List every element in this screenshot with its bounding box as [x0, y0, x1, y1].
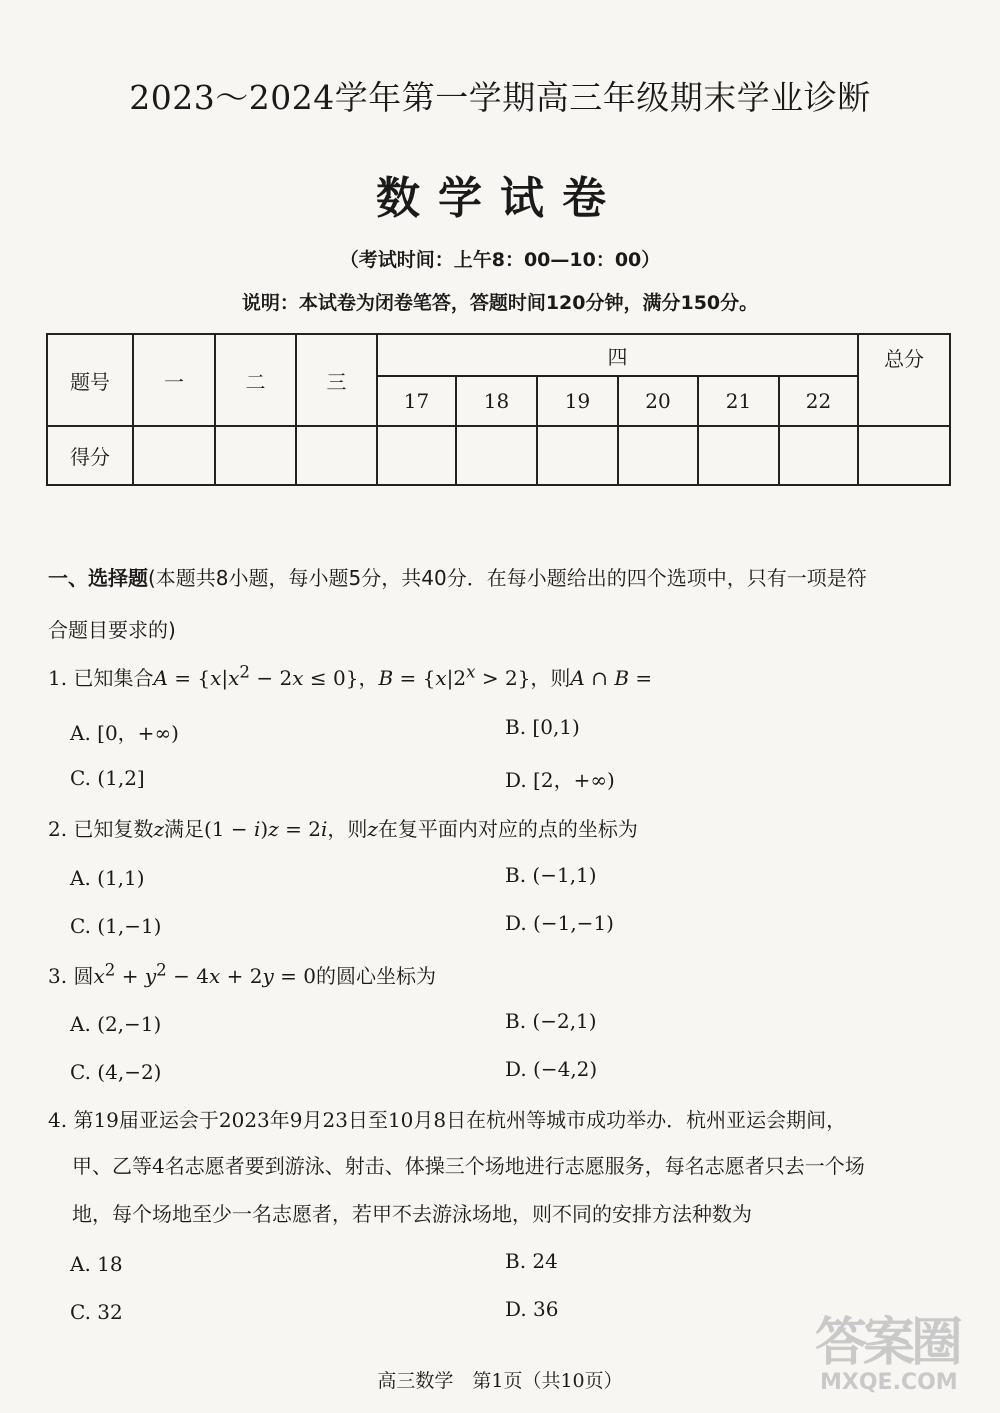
q2-option-a[interactable]: A. (1,1)	[70, 866, 145, 890]
question-1: 1. 已知集合$A = \{x|x^2 - 2x \le 0\}$，$B = \{x|2^x > 2\}$，则A ∩ B =	[48, 662, 653, 690]
q2-option-d[interactable]: D. (−1,−1)	[505, 911, 614, 935]
q4-option-b[interactable]: B. 24	[505, 1249, 558, 1273]
score-cell[interactable]	[618, 426, 698, 485]
q4-option-d[interactable]: D. 36	[505, 1297, 559, 1321]
question-4-line-2: 甲、乙等4名志愿者要到游泳、射击、体操三个场地进行志愿服务，每名志愿者只去一个场	[72, 1154, 865, 1178]
score-cell[interactable]	[296, 426, 377, 485]
watermark-logo	[815, 1300, 990, 1405]
q1-option-b[interactable]: B. [0,1)	[505, 715, 580, 739]
exam-title: 2023～2024学年第一学期高三年级期末学业诊断	[129, 78, 871, 117]
score-cell[interactable]	[537, 426, 618, 485]
question-19-header: 19	[537, 376, 618, 426]
q1-set-a: $A = \{x|x^2 - 2x \le 0\}$	[153, 662, 359, 690]
q1-option-d[interactable]: D. [2，+∞)	[505, 768, 615, 792]
score-table	[46, 333, 951, 486]
total-score-cell[interactable]	[858, 426, 950, 485]
score-cell[interactable]	[698, 426, 779, 485]
question-3	[48, 960, 436, 989]
q3-text-a: 3. 圆	[48, 964, 94, 988]
question-17-header: 17	[377, 376, 456, 426]
score-cell[interactable]	[377, 426, 456, 485]
q2-text-d: = 2	[278, 817, 321, 841]
q3-equation: $x^2 + y^2 - 4x + 2y = 0$	[93, 960, 316, 988]
q3-option-c[interactable]: C. (4,−2)	[70, 1060, 162, 1084]
q2-text-e: ，则	[327, 817, 368, 841]
q3-text-b: 的圆心坐标为	[315, 964, 436, 988]
question-22-header: 22	[779, 376, 858, 426]
question-4-line-1: 4. 第19届亚运会于2023年9月23日至10月8日在杭州等城市成功举办．杭州亚运会期间，	[48, 1108, 847, 1132]
question-2: 2. 已知复数z满足(1 − i)z = 2i，则z在复平面内对应的点的坐标为	[48, 817, 638, 841]
q1-option-a[interactable]: A. [0，+∞)	[70, 721, 179, 745]
question-20-header: 20	[618, 376, 698, 426]
q3-option-b[interactable]: B. (−2,1)	[505, 1009, 597, 1033]
subject-title: 数学试卷	[376, 173, 624, 224]
score-cell[interactable]	[779, 426, 858, 485]
q1-intersection: A ∩ B =	[570, 666, 653, 690]
question-18-header: 18	[456, 376, 537, 426]
q2-text-b: 满足(1 −	[164, 817, 254, 841]
section-2-header: 二	[215, 334, 296, 426]
q2-option-c[interactable]: C. (1,−1)	[70, 914, 162, 938]
row-label-score: 得分	[47, 426, 133, 485]
watermark-text: 答案圈	[815, 1313, 960, 1373]
q2-option-b[interactable]: B. (−1,1)	[505, 863, 597, 887]
score-cell[interactable]	[133, 426, 215, 485]
q2-text-f: 在复平面内对应的点的坐标为	[377, 817, 638, 841]
q4-option-c[interactable]: C. 32	[70, 1300, 123, 1324]
q2-text-c: )	[260, 817, 269, 841]
question-21-header: 21	[698, 376, 779, 426]
section-heading: 一、选择题	[48, 566, 148, 590]
section-1-header: 一	[133, 334, 215, 426]
exam-note: 说明：本试卷为闭卷笔答，答题时间120分钟，满分150分。	[241, 292, 759, 314]
section-description: (本题共8小题，每小题5分，共40分．在每小题给出的四个选项中，只有一项是符	[148, 566, 867, 590]
section-1-intro	[48, 562, 867, 591]
q4-option-a[interactable]: A. 18	[70, 1252, 123, 1276]
row-label-question: 题号	[47, 334, 133, 426]
section-description-cont: 合题目要求的)	[48, 618, 176, 642]
section-4-header: 四	[377, 334, 858, 376]
score-cell[interactable]	[215, 426, 296, 485]
total-label: 总分	[858, 334, 950, 426]
q1-option-c[interactable]: C. (1,2]	[70, 766, 145, 790]
watermark-url: MXQE.COM	[820, 1370, 958, 1395]
q2-text-a: 2. 已知复数	[48, 817, 154, 841]
score-cell[interactable]	[456, 426, 537, 485]
q1-set-b: $B = \{x|2^x > 2\}$	[378, 662, 531, 690]
q1-text-a: 1. 已知集合	[48, 666, 154, 690]
section-3-header: 三	[296, 334, 377, 426]
q1-text-b: ，则	[530, 666, 571, 690]
q3-option-d[interactable]: D. (−4,2)	[505, 1057, 598, 1081]
q3-option-a[interactable]: A. (2,−1)	[70, 1012, 162, 1036]
exam-time: （考试时间：上午8：00—10：00）	[339, 249, 661, 271]
question-4-line-3: 地，每个场地至少一名志愿者，若甲不去游泳场地，则不同的安排方法种数为	[72, 1202, 752, 1226]
page-footer: 高三数学 第1页（共10页）	[377, 1370, 623, 1392]
